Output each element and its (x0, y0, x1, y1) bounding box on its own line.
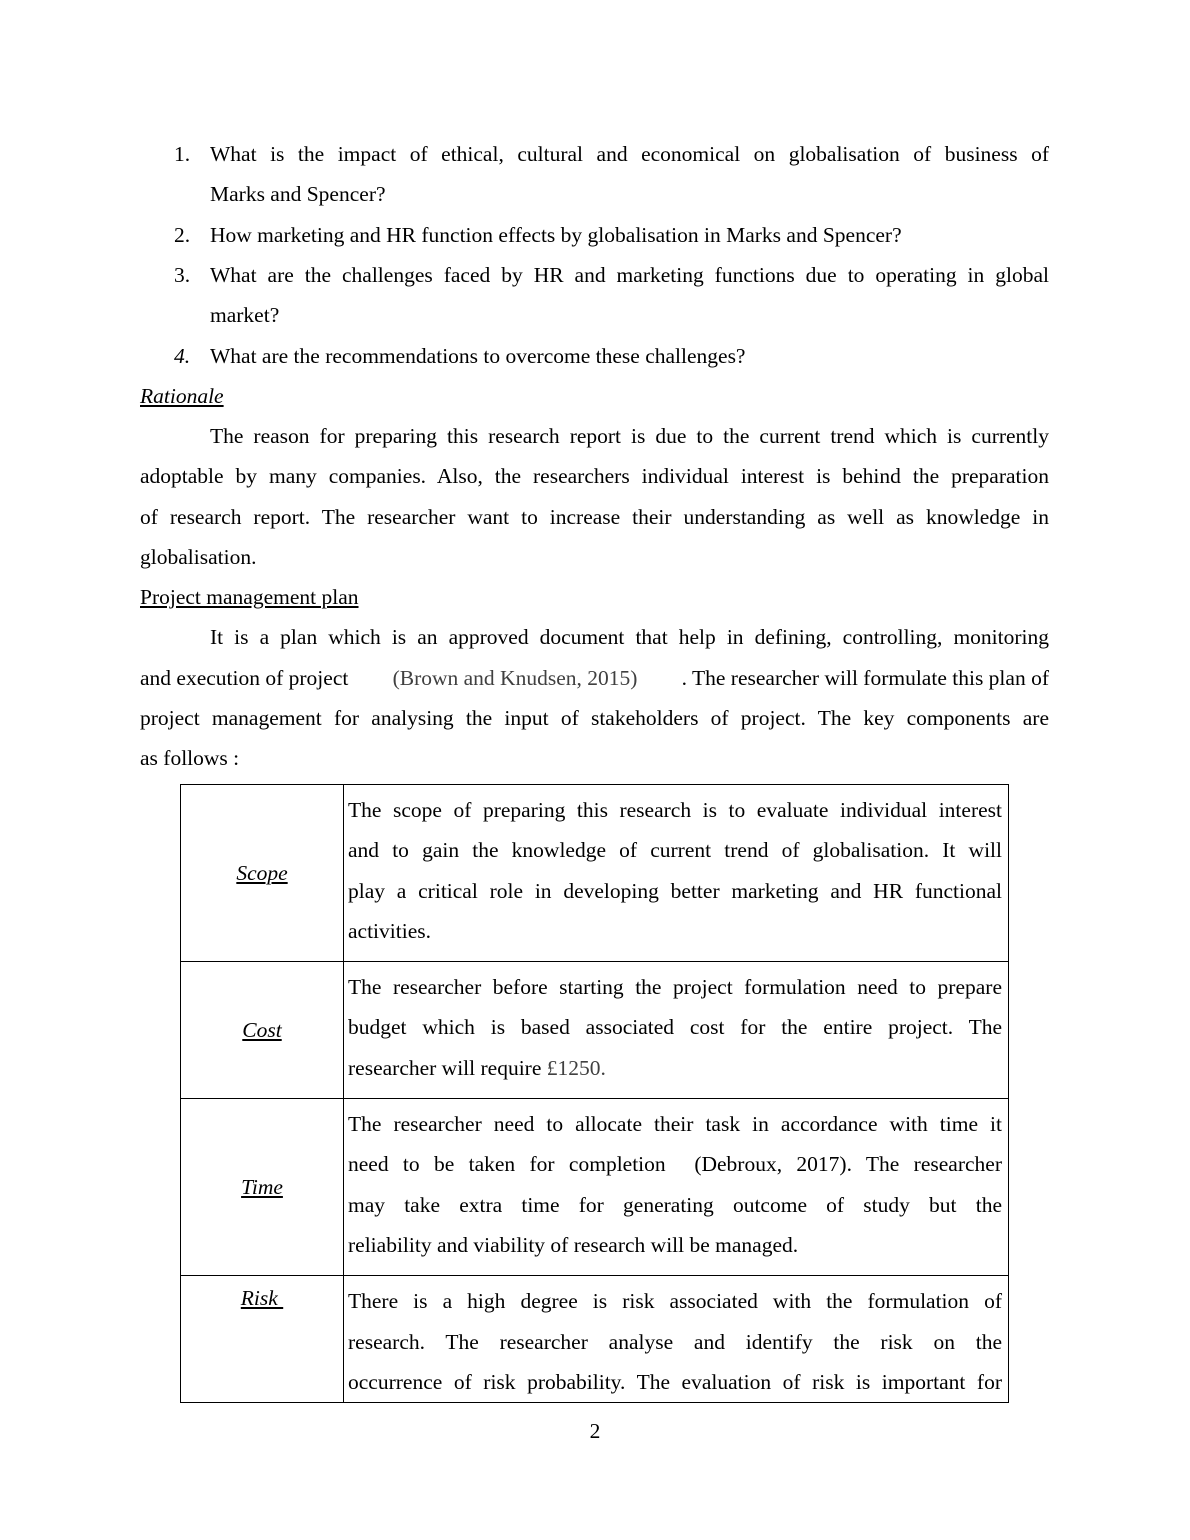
description-line: There is a high degree is risk associated with the formulation of (348, 1289, 1002, 1314)
question-text: What are the challenges faced by HR and marketing functions due to operating in global (210, 263, 1049, 287)
project-plan-heading: Project management plan (140, 585, 359, 609)
spacer (344, 1088, 1008, 1098)
rationale-line: The reason for preparing this research report is due to the current trend which is currently (210, 424, 1049, 448)
text-segment: . The researcher will formulate this plan of (681, 666, 1049, 690)
question-text: What are the recommendations to overcome these challenges? (210, 344, 746, 368)
budget-amount: £1250. (546, 1055, 606, 1080)
label-text: Cost (242, 1017, 282, 1042)
text-segment: researcher will require (348, 1055, 547, 1080)
row-description (344, 785, 1009, 962)
spacer (344, 1265, 1008, 1275)
row-label-cost (181, 962, 344, 1099)
question-number: 3. (174, 263, 191, 287)
rationale-line: globalisation. (140, 545, 257, 569)
project-components-table (180, 784, 1009, 1403)
question-number: 2. (174, 223, 191, 247)
question-number: 4. (174, 344, 191, 368)
description-line: The researcher before starting the project formulation need to prepare (348, 975, 1002, 1000)
description-line (344, 1048, 1008, 1088)
question-text: Marks and Spencer? (210, 182, 386, 206)
rationale-heading: Rationale (140, 384, 224, 408)
project-plan-line: project management for analysing the input of stakeholders of project. The key components are (140, 706, 1049, 730)
table-row (181, 785, 1009, 962)
rationale-line: of research report. The researcher want to increase their understanding as well as knowledge in (140, 505, 1049, 529)
table-row (181, 1099, 1009, 1276)
rationale-line: adoptable by many companies. Also, the researchers individual interest is behind the preparation (140, 464, 1049, 488)
row-description (344, 1276, 1009, 1403)
row-description (344, 1099, 1009, 1276)
description-line: The researcher need to allocate their task in accordance with time it (348, 1112, 1002, 1137)
label-text: Time (241, 1174, 283, 1199)
row-label-risk (181, 1276, 344, 1403)
spacer (344, 951, 1008, 961)
project-plan-line: as follows : (140, 746, 240, 770)
question-text: How marketing and HR function effects by globalisation in Marks and Spencer? (210, 223, 902, 247)
project-plan-line: It is a plan which is an approved document that help in defining, controlling, monitoring (210, 625, 1049, 649)
text-segment: and execution of project (140, 666, 349, 690)
label-text: Risk (240, 1286, 284, 1311)
table-row (181, 962, 1009, 1099)
question-text: market? (210, 303, 280, 327)
row-label-scope (181, 785, 344, 962)
citation: (Brown and Knudsen, 2015) (392, 666, 638, 690)
description-line: The scope of preparing this research is to evaluate individual interest (348, 798, 1002, 822)
page-number: 2 (589, 1419, 601, 1443)
question-number: 1. (174, 142, 191, 166)
description-line: occurrence of risk probability. The evaluation of risk is important for (348, 1369, 1002, 1394)
description-line: budget which is based associated cost for the entire project. The (348, 1015, 1002, 1040)
description-line: reliability and viability of research will be managed. (348, 1232, 799, 1257)
description-line: and to gain the knowledge of current trend of globalisation. It will (348, 838, 1002, 863)
description-line: research. The researcher analyse and identify the risk on the (348, 1329, 1002, 1354)
question-text: What is the impact of ethical, cultural and economical on globalisation of business of (210, 142, 1049, 166)
description-line: play a critical role in developing better marketing and HR functional (348, 878, 1002, 903)
description-line: may take extra time for generating outcome of study but the (348, 1192, 1002, 1217)
row-description (344, 962, 1009, 1099)
row-label-time (181, 1099, 344, 1276)
table-row (181, 1276, 1009, 1403)
description-line: need to be taken for completion (Debroux, 2017). The researcher (348, 1152, 1002, 1177)
project-plan-line (140, 665, 1049, 691)
description-line: activities. (348, 918, 431, 943)
label-text: Scope (236, 860, 288, 885)
